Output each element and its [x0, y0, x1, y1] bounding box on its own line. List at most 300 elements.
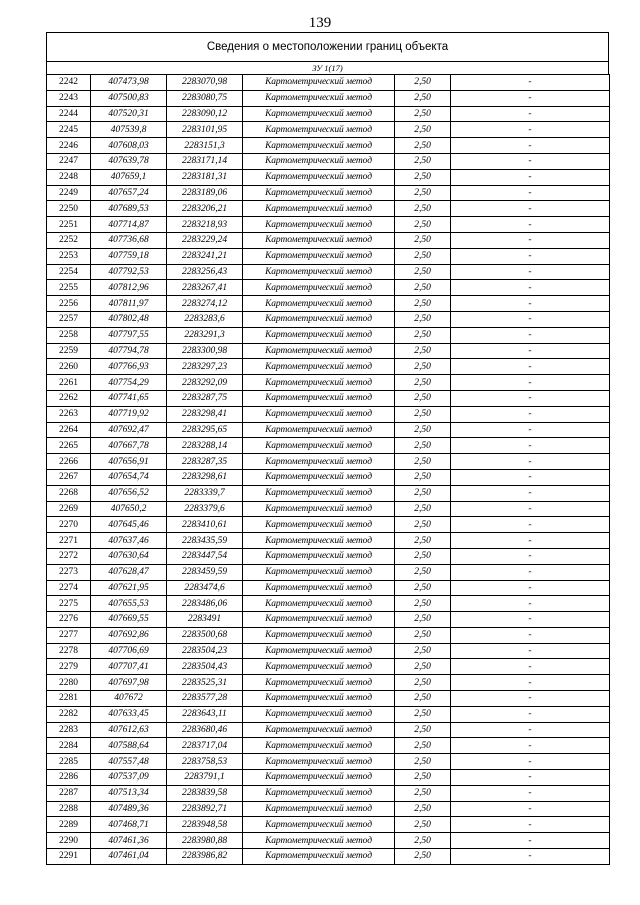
table-row	[47, 817, 610, 833]
accuracy-cell: 2,50	[395, 390, 451, 406]
y-coordinate-cell: 2283101,95	[167, 122, 243, 138]
table-row	[47, 122, 610, 138]
table-row	[47, 612, 610, 628]
point-number-cell: 2264	[47, 422, 91, 438]
method-cell: Картометрический метод	[243, 438, 395, 454]
method-cell: Картометрический метод	[243, 580, 395, 596]
accuracy-cell: 2,50	[395, 517, 451, 533]
y-coordinate-cell: 2283986,82	[167, 849, 243, 865]
x-coordinate-cell: 407645,46	[91, 517, 167, 533]
y-coordinate-cell: 2283758,53	[167, 754, 243, 770]
table-row	[47, 627, 610, 643]
note-cell: -	[451, 517, 610, 533]
y-coordinate-cell: 2283717,04	[167, 738, 243, 754]
x-coordinate-cell: 407650,2	[91, 501, 167, 517]
note-cell: -	[451, 280, 610, 296]
note-cell: -	[451, 75, 610, 91]
method-cell: Картометрический метод	[243, 390, 395, 406]
note-cell: -	[451, 343, 610, 359]
note-cell: -	[451, 627, 610, 643]
x-coordinate-cell: 407714,87	[91, 217, 167, 233]
method-cell: Картометрический метод	[243, 675, 395, 691]
table-row	[47, 153, 610, 169]
point-number-cell: 2247	[47, 153, 91, 169]
accuracy-cell: 2,50	[395, 406, 451, 422]
x-coordinate-cell: 407692,47	[91, 422, 167, 438]
method-cell: Картометрический метод	[243, 596, 395, 612]
note-cell: -	[451, 217, 610, 233]
method-cell: Картометрический метод	[243, 722, 395, 738]
accuracy-cell: 2,50	[395, 770, 451, 786]
x-coordinate-cell: 407612,63	[91, 722, 167, 738]
table-row	[47, 580, 610, 596]
x-coordinate-cell: 407539,8	[91, 122, 167, 138]
table-row	[47, 596, 610, 612]
accuracy-cell: 2,50	[395, 533, 451, 549]
y-coordinate-cell: 2283500,68	[167, 627, 243, 643]
table-row	[47, 201, 610, 217]
table-row	[47, 296, 610, 312]
point-number-cell: 2257	[47, 311, 91, 327]
table-row	[47, 754, 610, 770]
table-row	[47, 643, 610, 659]
method-cell: Картометрический метод	[243, 785, 395, 801]
accuracy-cell: 2,50	[395, 311, 451, 327]
y-coordinate-cell: 2283474,6	[167, 580, 243, 596]
y-coordinate-cell: 2283206,21	[167, 201, 243, 217]
x-coordinate-cell: 407639,78	[91, 153, 167, 169]
method-cell: Картометрический метод	[243, 106, 395, 122]
method-cell: Картометрический метод	[243, 706, 395, 722]
y-coordinate-cell: 2283447,54	[167, 548, 243, 564]
table-row	[47, 675, 610, 691]
x-coordinate-cell: 407759,18	[91, 248, 167, 264]
y-coordinate-cell: 2283295,65	[167, 422, 243, 438]
table-row	[47, 722, 610, 738]
method-cell: Картометрический метод	[243, 564, 395, 580]
point-number-cell: 2262	[47, 390, 91, 406]
table-row	[47, 770, 610, 786]
point-number-cell: 2281	[47, 691, 91, 707]
method-cell: Картометрический метод	[243, 691, 395, 707]
table-row	[47, 564, 610, 580]
accuracy-cell: 2,50	[395, 643, 451, 659]
point-number-cell: 2259	[47, 343, 91, 359]
table-row	[47, 469, 610, 485]
point-number-cell: 2261	[47, 375, 91, 391]
x-coordinate-cell: 407736,68	[91, 232, 167, 248]
point-number-cell: 2248	[47, 169, 91, 185]
point-number-cell: 2269	[47, 501, 91, 517]
table-row	[47, 406, 610, 422]
table-row	[47, 280, 610, 296]
method-cell: Картометрический метод	[243, 406, 395, 422]
x-coordinate-cell: 407608,03	[91, 138, 167, 154]
y-coordinate-cell: 2283435,59	[167, 533, 243, 549]
x-coordinate-cell: 407741,65	[91, 390, 167, 406]
method-cell: Картометрический метод	[243, 75, 395, 91]
method-cell: Картометрический метод	[243, 754, 395, 770]
y-coordinate-cell: 2283379,6	[167, 501, 243, 517]
table-row	[47, 169, 610, 185]
accuracy-cell: 2,50	[395, 106, 451, 122]
accuracy-cell: 2,50	[395, 248, 451, 264]
accuracy-cell: 2,50	[395, 264, 451, 280]
x-coordinate-cell: 407754,29	[91, 375, 167, 391]
point-number-cell: 2245	[47, 122, 91, 138]
point-number-cell: 2275	[47, 596, 91, 612]
x-coordinate-cell: 407697,98	[91, 675, 167, 691]
note-cell: -	[451, 801, 610, 817]
method-cell: Картометрический метод	[243, 359, 395, 375]
note-cell: -	[451, 643, 610, 659]
method-cell: Картометрический метод	[243, 485, 395, 501]
y-coordinate-cell: 2283410,61	[167, 517, 243, 533]
y-coordinate-cell: 2283486,06	[167, 596, 243, 612]
point-number-cell: 2276	[47, 612, 91, 628]
method-cell: Картометрический метод	[243, 643, 395, 659]
y-coordinate-cell: 2283300,98	[167, 343, 243, 359]
coordinates-table-body	[47, 75, 610, 865]
accuracy-cell: 2,50	[395, 90, 451, 106]
method-cell: Картометрический метод	[243, 801, 395, 817]
accuracy-cell: 2,50	[395, 627, 451, 643]
table-row	[47, 801, 610, 817]
y-coordinate-cell: 2283491	[167, 612, 243, 628]
note-cell: -	[451, 722, 610, 738]
accuracy-cell: 2,50	[395, 359, 451, 375]
method-cell: Картометрический метод	[243, 501, 395, 517]
method-cell: Картометрический метод	[243, 217, 395, 233]
note-cell: -	[451, 548, 610, 564]
note-cell: -	[451, 375, 610, 391]
note-cell: -	[451, 596, 610, 612]
x-coordinate-cell: 407628,47	[91, 564, 167, 580]
method-cell: Картометрический метод	[243, 612, 395, 628]
y-coordinate-cell: 2283948,58	[167, 817, 243, 833]
accuracy-cell: 2,50	[395, 580, 451, 596]
y-coordinate-cell: 2283298,41	[167, 406, 243, 422]
y-coordinate-cell: 2283287,35	[167, 454, 243, 470]
x-coordinate-cell: 407669,55	[91, 612, 167, 628]
point-number-cell: 2266	[47, 454, 91, 470]
method-cell: Картометрический метод	[243, 122, 395, 138]
x-coordinate-cell: 407794,78	[91, 343, 167, 359]
accuracy-cell: 2,50	[395, 612, 451, 628]
x-coordinate-cell: 407797,55	[91, 327, 167, 343]
method-cell: Картометрический метод	[243, 248, 395, 264]
method-cell: Картометрический метод	[243, 517, 395, 533]
point-number-cell: 2242	[47, 75, 91, 91]
x-coordinate-cell: 407461,04	[91, 849, 167, 865]
point-number-cell: 2280	[47, 675, 91, 691]
y-coordinate-cell: 2283791,1	[167, 770, 243, 786]
note-cell: -	[451, 706, 610, 722]
y-coordinate-cell: 2283298,61	[167, 469, 243, 485]
table-row	[47, 375, 610, 391]
y-coordinate-cell: 2283218,93	[167, 217, 243, 233]
accuracy-cell: 2,50	[395, 153, 451, 169]
plot-subtitle: ЗУ 1(17)	[46, 61, 609, 74]
section-title: Сведения о местоположении границ объекта	[46, 32, 609, 61]
accuracy-cell: 2,50	[395, 454, 451, 470]
note-cell: -	[451, 153, 610, 169]
table-row	[47, 311, 610, 327]
y-coordinate-cell: 2283070,98	[167, 75, 243, 91]
point-number-cell: 2246	[47, 138, 91, 154]
point-number-cell: 2285	[47, 754, 91, 770]
method-cell: Картометрический метод	[243, 185, 395, 201]
accuracy-cell: 2,50	[395, 327, 451, 343]
accuracy-cell: 2,50	[395, 422, 451, 438]
note-cell: -	[451, 564, 610, 580]
accuracy-cell: 2,50	[395, 343, 451, 359]
note-cell: -	[451, 311, 610, 327]
y-coordinate-cell: 2283525,31	[167, 675, 243, 691]
table-row	[47, 264, 610, 280]
point-number-cell: 2282	[47, 706, 91, 722]
y-coordinate-cell: 2283229,24	[167, 232, 243, 248]
accuracy-cell: 2,50	[395, 375, 451, 391]
point-number-cell: 2260	[47, 359, 91, 375]
table-row	[47, 849, 610, 865]
method-cell: Картометрический метод	[243, 833, 395, 849]
y-coordinate-cell: 2283283,6	[167, 311, 243, 327]
method-cell: Картометрический метод	[243, 232, 395, 248]
point-number-cell: 2249	[47, 185, 91, 201]
accuracy-cell: 2,50	[395, 817, 451, 833]
y-coordinate-cell: 2283288,14	[167, 438, 243, 454]
point-number-cell: 2291	[47, 849, 91, 865]
note-cell: -	[451, 833, 610, 849]
x-coordinate-cell: 407656,52	[91, 485, 167, 501]
point-number-cell: 2290	[47, 833, 91, 849]
accuracy-cell: 2,50	[395, 849, 451, 865]
x-coordinate-cell: 407719,92	[91, 406, 167, 422]
x-coordinate-cell: 407468,71	[91, 817, 167, 833]
note-cell: -	[451, 754, 610, 770]
y-coordinate-cell: 2283267,41	[167, 280, 243, 296]
accuracy-cell: 2,50	[395, 280, 451, 296]
note-cell: -	[451, 533, 610, 549]
point-number-cell: 2288	[47, 801, 91, 817]
table-row	[47, 359, 610, 375]
point-number-cell: 2267	[47, 469, 91, 485]
note-cell: -	[451, 659, 610, 675]
note-cell: -	[451, 785, 610, 801]
accuracy-cell: 2,50	[395, 501, 451, 517]
note-cell: -	[451, 138, 610, 154]
x-coordinate-cell: 407461,36	[91, 833, 167, 849]
x-coordinate-cell: 407659,1	[91, 169, 167, 185]
y-coordinate-cell: 2283504,23	[167, 643, 243, 659]
note-cell: -	[451, 817, 610, 833]
table-row	[47, 75, 610, 91]
point-number-cell: 2270	[47, 517, 91, 533]
accuracy-cell: 2,50	[395, 675, 451, 691]
x-coordinate-cell: 407692,86	[91, 627, 167, 643]
accuracy-cell: 2,50	[395, 785, 451, 801]
point-number-cell: 2254	[47, 264, 91, 280]
y-coordinate-cell: 2283256,43	[167, 264, 243, 280]
table-row	[47, 138, 610, 154]
y-coordinate-cell: 2283189,06	[167, 185, 243, 201]
point-number-cell: 2283	[47, 722, 91, 738]
y-coordinate-cell: 2283274,12	[167, 296, 243, 312]
table-row	[47, 691, 610, 707]
note-cell: -	[451, 422, 610, 438]
note-cell: -	[451, 438, 610, 454]
x-coordinate-cell: 407792,53	[91, 264, 167, 280]
accuracy-cell: 2,50	[395, 201, 451, 217]
y-coordinate-cell: 2283643,11	[167, 706, 243, 722]
y-coordinate-cell: 2283459,59	[167, 564, 243, 580]
accuracy-cell: 2,50	[395, 738, 451, 754]
note-cell: -	[451, 738, 610, 754]
note-cell: -	[451, 327, 610, 343]
method-cell: Картометрический метод	[243, 90, 395, 106]
note-cell: -	[451, 248, 610, 264]
coordinates-table	[46, 74, 610, 865]
method-cell: Картометрический метод	[243, 296, 395, 312]
point-number-cell: 2250	[47, 201, 91, 217]
method-cell: Картометрический метод	[243, 548, 395, 564]
accuracy-cell: 2,50	[395, 548, 451, 564]
x-coordinate-cell: 407766,93	[91, 359, 167, 375]
accuracy-cell: 2,50	[395, 75, 451, 91]
note-cell: -	[451, 675, 610, 691]
x-coordinate-cell: 407656,91	[91, 454, 167, 470]
x-coordinate-cell: 407707,41	[91, 659, 167, 675]
accuracy-cell: 2,50	[395, 485, 451, 501]
point-number-cell: 2277	[47, 627, 91, 643]
y-coordinate-cell: 2283577,28	[167, 691, 243, 707]
note-cell: -	[451, 849, 610, 865]
table-row	[47, 706, 610, 722]
x-coordinate-cell: 407557,48	[91, 754, 167, 770]
x-coordinate-cell: 407811,97	[91, 296, 167, 312]
note-cell: -	[451, 580, 610, 596]
table-row	[47, 248, 610, 264]
method-cell: Картометрический метод	[243, 311, 395, 327]
accuracy-cell: 2,50	[395, 469, 451, 485]
table-row	[47, 327, 610, 343]
accuracy-cell: 2,50	[395, 138, 451, 154]
note-cell: -	[451, 485, 610, 501]
point-number-cell: 2255	[47, 280, 91, 296]
table-row	[47, 659, 610, 675]
x-coordinate-cell: 407489,36	[91, 801, 167, 817]
y-coordinate-cell: 2283292,09	[167, 375, 243, 391]
accuracy-cell: 2,50	[395, 564, 451, 580]
table-row	[47, 438, 610, 454]
note-cell: -	[451, 390, 610, 406]
method-cell: Картометрический метод	[243, 454, 395, 470]
point-number-cell: 2243	[47, 90, 91, 106]
x-coordinate-cell: 407654,74	[91, 469, 167, 485]
y-coordinate-cell: 2283980,88	[167, 833, 243, 849]
table-row	[47, 454, 610, 470]
y-coordinate-cell: 2283504,43	[167, 659, 243, 675]
x-coordinate-cell: 407621,95	[91, 580, 167, 596]
note-cell: -	[451, 122, 610, 138]
point-number-cell: 2284	[47, 738, 91, 754]
table-row	[47, 485, 610, 501]
method-cell: Картометрический метод	[243, 201, 395, 217]
page-number: 139	[308, 15, 332, 31]
note-cell: -	[451, 406, 610, 422]
point-number-cell: 2272	[47, 548, 91, 564]
table-row	[47, 533, 610, 549]
y-coordinate-cell: 2283080,75	[167, 90, 243, 106]
x-coordinate-cell: 407637,46	[91, 533, 167, 549]
x-coordinate-cell: 407802,48	[91, 311, 167, 327]
table-row	[47, 343, 610, 359]
point-number-cell: 2253	[47, 248, 91, 264]
point-number-cell: 2278	[47, 643, 91, 659]
point-number-cell: 2244	[47, 106, 91, 122]
note-cell: -	[451, 469, 610, 485]
x-coordinate-cell: 407633,45	[91, 706, 167, 722]
note-cell: -	[451, 501, 610, 517]
y-coordinate-cell: 2283171,14	[167, 153, 243, 169]
table-row	[47, 501, 610, 517]
method-cell: Картометрический метод	[243, 770, 395, 786]
x-coordinate-cell: 407689,53	[91, 201, 167, 217]
y-coordinate-cell: 2283287,75	[167, 390, 243, 406]
note-cell: -	[451, 106, 610, 122]
method-cell: Картометрический метод	[243, 849, 395, 865]
y-coordinate-cell: 2283839,58	[167, 785, 243, 801]
accuracy-cell: 2,50	[395, 706, 451, 722]
method-cell: Картометрический метод	[243, 533, 395, 549]
y-coordinate-cell: 2283339,7	[167, 485, 243, 501]
accuracy-cell: 2,50	[395, 596, 451, 612]
note-cell: -	[451, 185, 610, 201]
point-number-cell: 2271	[47, 533, 91, 549]
x-coordinate-cell: 407706,69	[91, 643, 167, 659]
method-cell: Картометрический метод	[243, 138, 395, 154]
method-cell: Картометрический метод	[243, 153, 395, 169]
x-coordinate-cell: 407655,53	[91, 596, 167, 612]
note-cell: -	[451, 454, 610, 470]
method-cell: Картометрический метод	[243, 280, 395, 296]
accuracy-cell: 2,50	[395, 122, 451, 138]
table-row	[47, 390, 610, 406]
point-number-cell: 2258	[47, 327, 91, 343]
method-cell: Картометрический метод	[243, 627, 395, 643]
y-coordinate-cell: 2283090,12	[167, 106, 243, 122]
point-number-cell: 2265	[47, 438, 91, 454]
y-coordinate-cell: 2283151,3	[167, 138, 243, 154]
note-cell: -	[451, 201, 610, 217]
point-number-cell: 2263	[47, 406, 91, 422]
point-number-cell: 2279	[47, 659, 91, 675]
x-coordinate-cell: 407513,34	[91, 785, 167, 801]
note-cell: -	[451, 612, 610, 628]
accuracy-cell: 2,50	[395, 438, 451, 454]
table-row	[47, 90, 610, 106]
table-row	[47, 785, 610, 801]
table-row	[47, 738, 610, 754]
method-cell: Картометрический метод	[243, 264, 395, 280]
table-row	[47, 833, 610, 849]
point-number-cell: 2252	[47, 232, 91, 248]
x-coordinate-cell: 407812,96	[91, 280, 167, 296]
method-cell: Картометрический метод	[243, 469, 395, 485]
point-number-cell: 2286	[47, 770, 91, 786]
y-coordinate-cell: 2283181,31	[167, 169, 243, 185]
